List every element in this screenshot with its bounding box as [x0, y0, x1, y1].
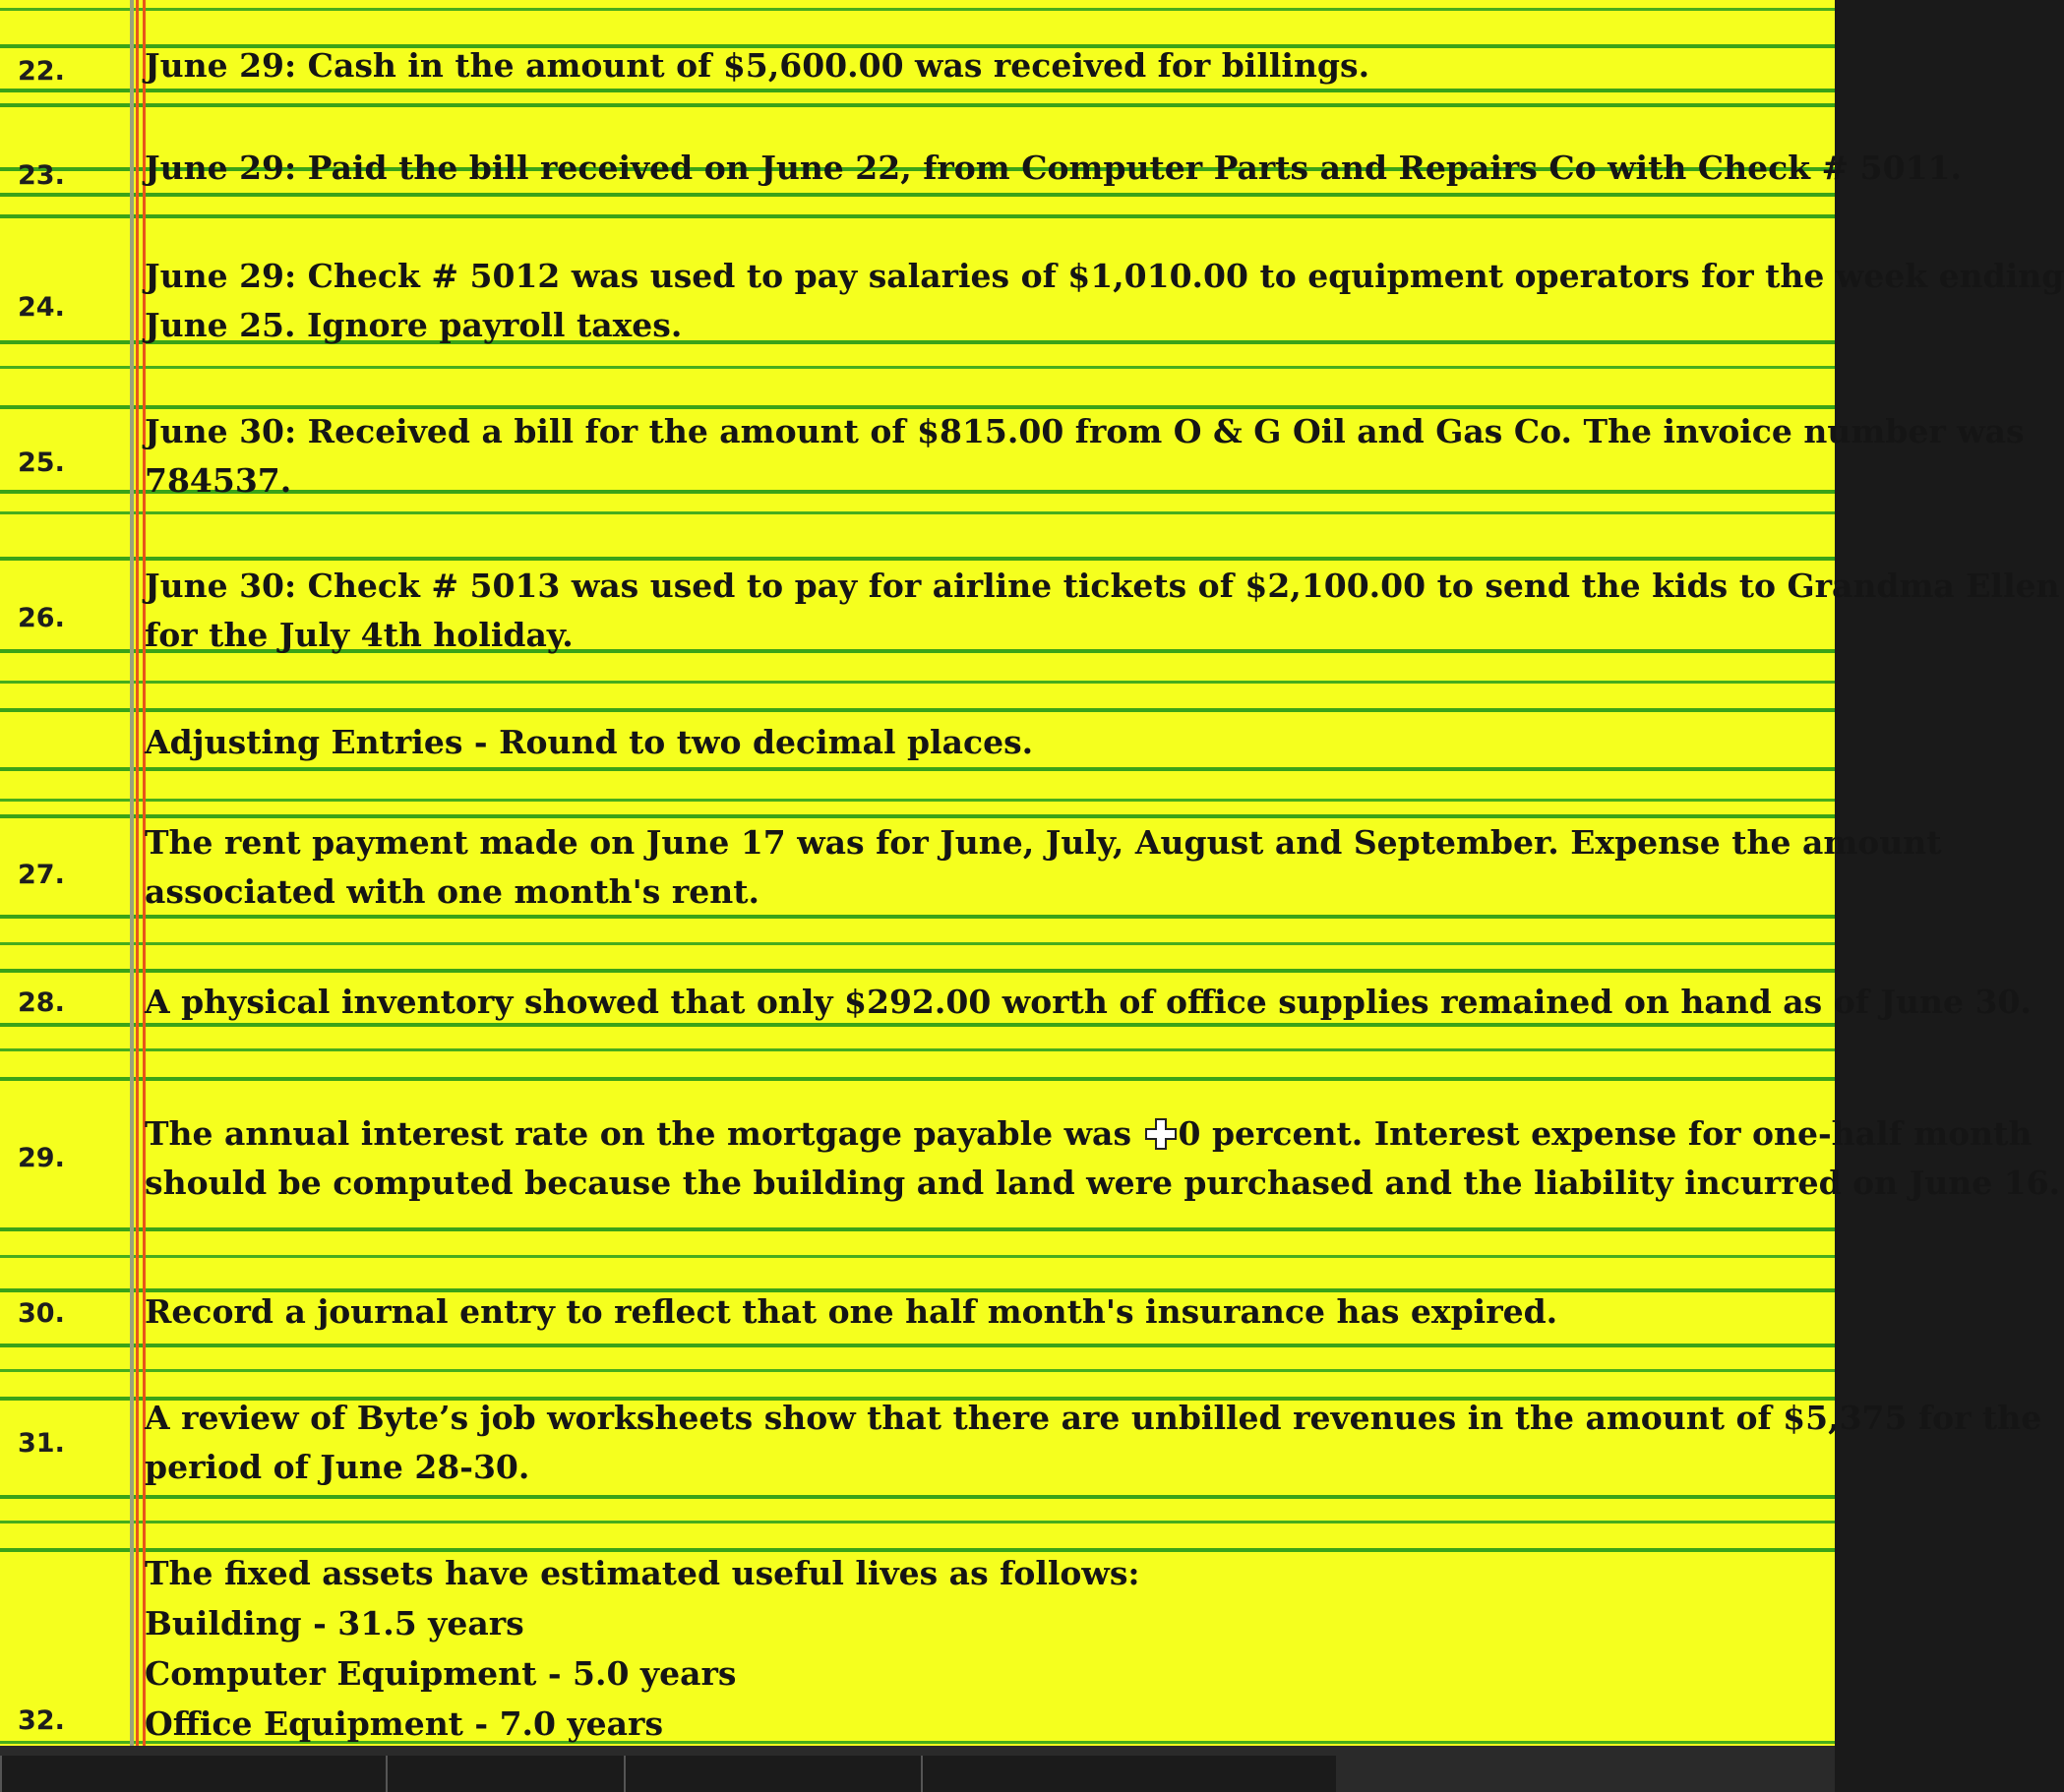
text-line: June 30: Check # 5013 was used to pay for airline tickets of $2,100.00 to send the kids to Grandma Ellen — [145, 567, 2060, 605]
text-line: June 29: Cash in the amount of $5,600.00 was received for billings. — [145, 46, 1370, 85]
row-number: 32. — [18, 1705, 65, 1736]
row-text[interactable] — [145, 1109, 2061, 1208]
row-number: 25. — [18, 448, 65, 478]
row-text[interactable] — [145, 41, 1815, 90]
text-line: Adjusting Entries - Round to two decimal places. — [145, 723, 1034, 761]
text-line: Building - 31.5 years — [145, 1604, 524, 1643]
text-line: The rent payment made on June 17 was for June, July, August and September. Expense the amount — [145, 823, 1942, 862]
row-text[interactable] — [145, 818, 1942, 917]
text-line: Office Equipment - 7.0 years — [145, 1704, 664, 1743]
cell-select-cursor-icon — [1144, 1115, 1178, 1149]
row-text[interactable] — [145, 1394, 2042, 1492]
sheet-tab[interactable] — [0, 1756, 386, 1792]
row-text[interactable] — [145, 562, 2060, 660]
row-number: 29. — [18, 1143, 65, 1173]
margin-line-left — [136, 0, 139, 1746]
text-fragment: 0 percent. Interest expense for one-half month — [1178, 1114, 2033, 1153]
row-number: 28. — [18, 987, 65, 1018]
section-heading[interactable] — [145, 718, 1815, 767]
row-number: 27. — [18, 860, 65, 890]
text-line: June 30: Received a bill for the amount of $815.00 from O & G Oil and Gas Co. The invoice number was — [145, 412, 2025, 450]
sheet-tab[interactable] — [921, 1756, 1336, 1792]
row-number: 24. — [18, 292, 65, 323]
text-line: for the July 4th holiday. — [145, 616, 574, 654]
text-fragment: The annual interest rate on the mortgage payable was — [145, 1114, 1143, 1153]
text-line: period of June 28-30. — [145, 1448, 530, 1486]
text-line: Record a journal entry to reflect that one half month's insurance has expired. — [145, 1292, 1558, 1331]
row-text[interactable] — [145, 144, 1962, 193]
row-number: 30. — [18, 1298, 65, 1329]
text-line: June 29: Paid the bill received on June 22, from Computer Parts and Repairs Co with Check # 5011. — [145, 149, 1962, 187]
row-number: 23. — [18, 160, 65, 191]
row-number: 31. — [18, 1428, 65, 1459]
sheet-tab-bar — [0, 1746, 1835, 1792]
sheet-tab[interactable] — [386, 1756, 624, 1792]
text-line: A physical inventory showed that only $292.00 worth of office supplies remained on hand as of June 30. — [145, 983, 2032, 1021]
text-line: Computer Equipment - 5.0 years — [145, 1654, 737, 1693]
row-number: 26. — [18, 603, 65, 633]
sheet-tab[interactable] — [624, 1756, 921, 1792]
text-line — [145, 1109, 2033, 1159]
text-line: June 29: Check # 5012 was used to pay salaries of $1,010.00 to equipment operators for the week ending — [145, 257, 2064, 295]
row-text[interactable] — [145, 1287, 1815, 1337]
row-text[interactable] — [145, 407, 2025, 506]
column-divider — [130, 0, 134, 1746]
text-line: A review of Byte’s job worksheets show that there are unbilled revenues in the amount of $5,375 for the — [145, 1399, 2042, 1437]
text-line: 784537. — [145, 461, 292, 500]
row-text[interactable] — [145, 1548, 1815, 1749]
text-line: June 25. Ignore payroll taxes. — [145, 306, 683, 344]
row-number: 22. — [18, 56, 65, 87]
row-text[interactable] — [145, 252, 2064, 350]
text-line: The fixed assets have estimated useful lives as follows: — [145, 1554, 1140, 1592]
row-text[interactable] — [145, 978, 2032, 1027]
text-line: should be computed because the building and land were purchased and the liability incurred on June 16. — [145, 1164, 2061, 1202]
text-line: associated with one month's rent. — [145, 872, 759, 911]
